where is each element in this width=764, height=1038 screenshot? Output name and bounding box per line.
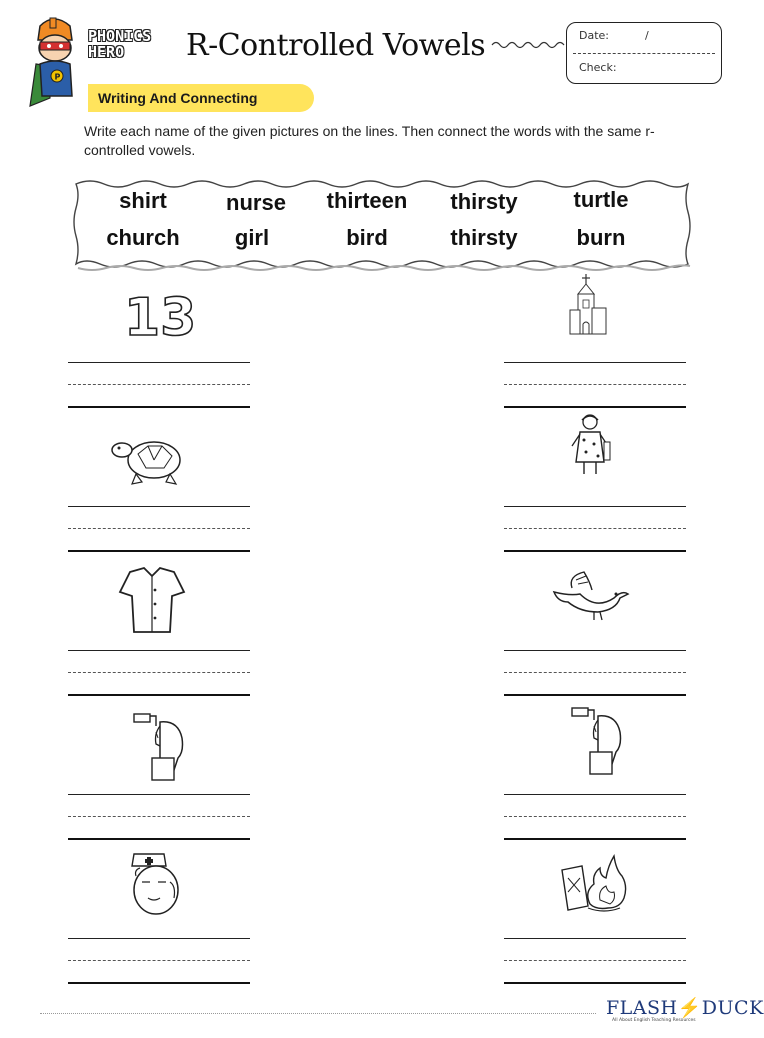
lightning-bolt-icon: ⚡ <box>677 997 702 1019</box>
date-divider <box>573 53 715 54</box>
word-burn: burn <box>576 225 626 250</box>
writing-lines-right-4[interactable] <box>504 794 686 840</box>
number-13-picture <box>116 280 196 350</box>
word-shirt: shirt <box>119 188 167 213</box>
word-girl: girl <box>234 225 270 250</box>
writing-lines-left-3[interactable] <box>68 650 250 696</box>
brand-logo <box>88 28 180 60</box>
instructions: Write each name of the given pictures on the lines. Then connect the words with the same r-controlled vowels. <box>84 123 655 158</box>
word-thirsty-1: thirsty <box>450 189 518 214</box>
brand-line2: HERO <box>88 43 125 61</box>
logo-part2: DUCK <box>701 997 764 1019</box>
subtitle: Writing And Connecting <box>98 90 258 106</box>
writing-lines-right-5[interactable] <box>504 938 686 984</box>
flashduck-logo <box>606 996 764 1019</box>
page-title: R-Controlled Vowels <box>186 28 486 63</box>
word-thirsty-2: thirsty <box>450 225 518 250</box>
turtle-picture <box>108 424 188 494</box>
check-label: Check: <box>579 61 617 74</box>
date-slash: / <box>645 29 649 42</box>
burning-paper-picture <box>554 848 634 918</box>
squiggle-decoration <box>492 38 566 52</box>
shirt-picture <box>112 566 192 636</box>
word-thirteen: thirteen <box>326 188 408 213</box>
brand-line1: PHONICS <box>88 27 152 45</box>
date-check-box <box>566 22 722 84</box>
writing-lines-left-1[interactable] <box>68 362 250 408</box>
writing-lines-left-2[interactable] <box>68 506 250 552</box>
thirsty-person-left-picture <box>120 712 200 782</box>
bird-picture <box>550 562 630 632</box>
word-nurse: nurse <box>226 190 286 215</box>
word-church: church <box>106 225 180 250</box>
logo-part1: FLASH <box>606 997 678 1019</box>
svg-text:P: P <box>54 72 61 82</box>
word-bird: bird <box>346 225 388 250</box>
writing-lines-right-1[interactable] <box>504 362 686 408</box>
writing-lines-right-2[interactable] <box>504 506 686 552</box>
girl-picture <box>556 412 636 482</box>
church-picture <box>550 272 630 342</box>
footer-divider <box>40 1013 596 1014</box>
writing-lines-left-4[interactable] <box>68 794 250 840</box>
writing-lines-right-3[interactable] <box>504 650 686 696</box>
writing-lines-left-5[interactable] <box>68 938 250 984</box>
thirsty-person-right-picture <box>558 706 638 776</box>
footer-tagline: All About English Teaching Resources <box>612 1018 696 1023</box>
nurse-picture <box>120 852 200 922</box>
date-label: Date: <box>579 29 609 42</box>
svg-text:13: 13 <box>124 288 197 348</box>
phonics-hero-mascot-icon <box>28 14 80 114</box>
word-turtle: turtle <box>573 187 629 212</box>
